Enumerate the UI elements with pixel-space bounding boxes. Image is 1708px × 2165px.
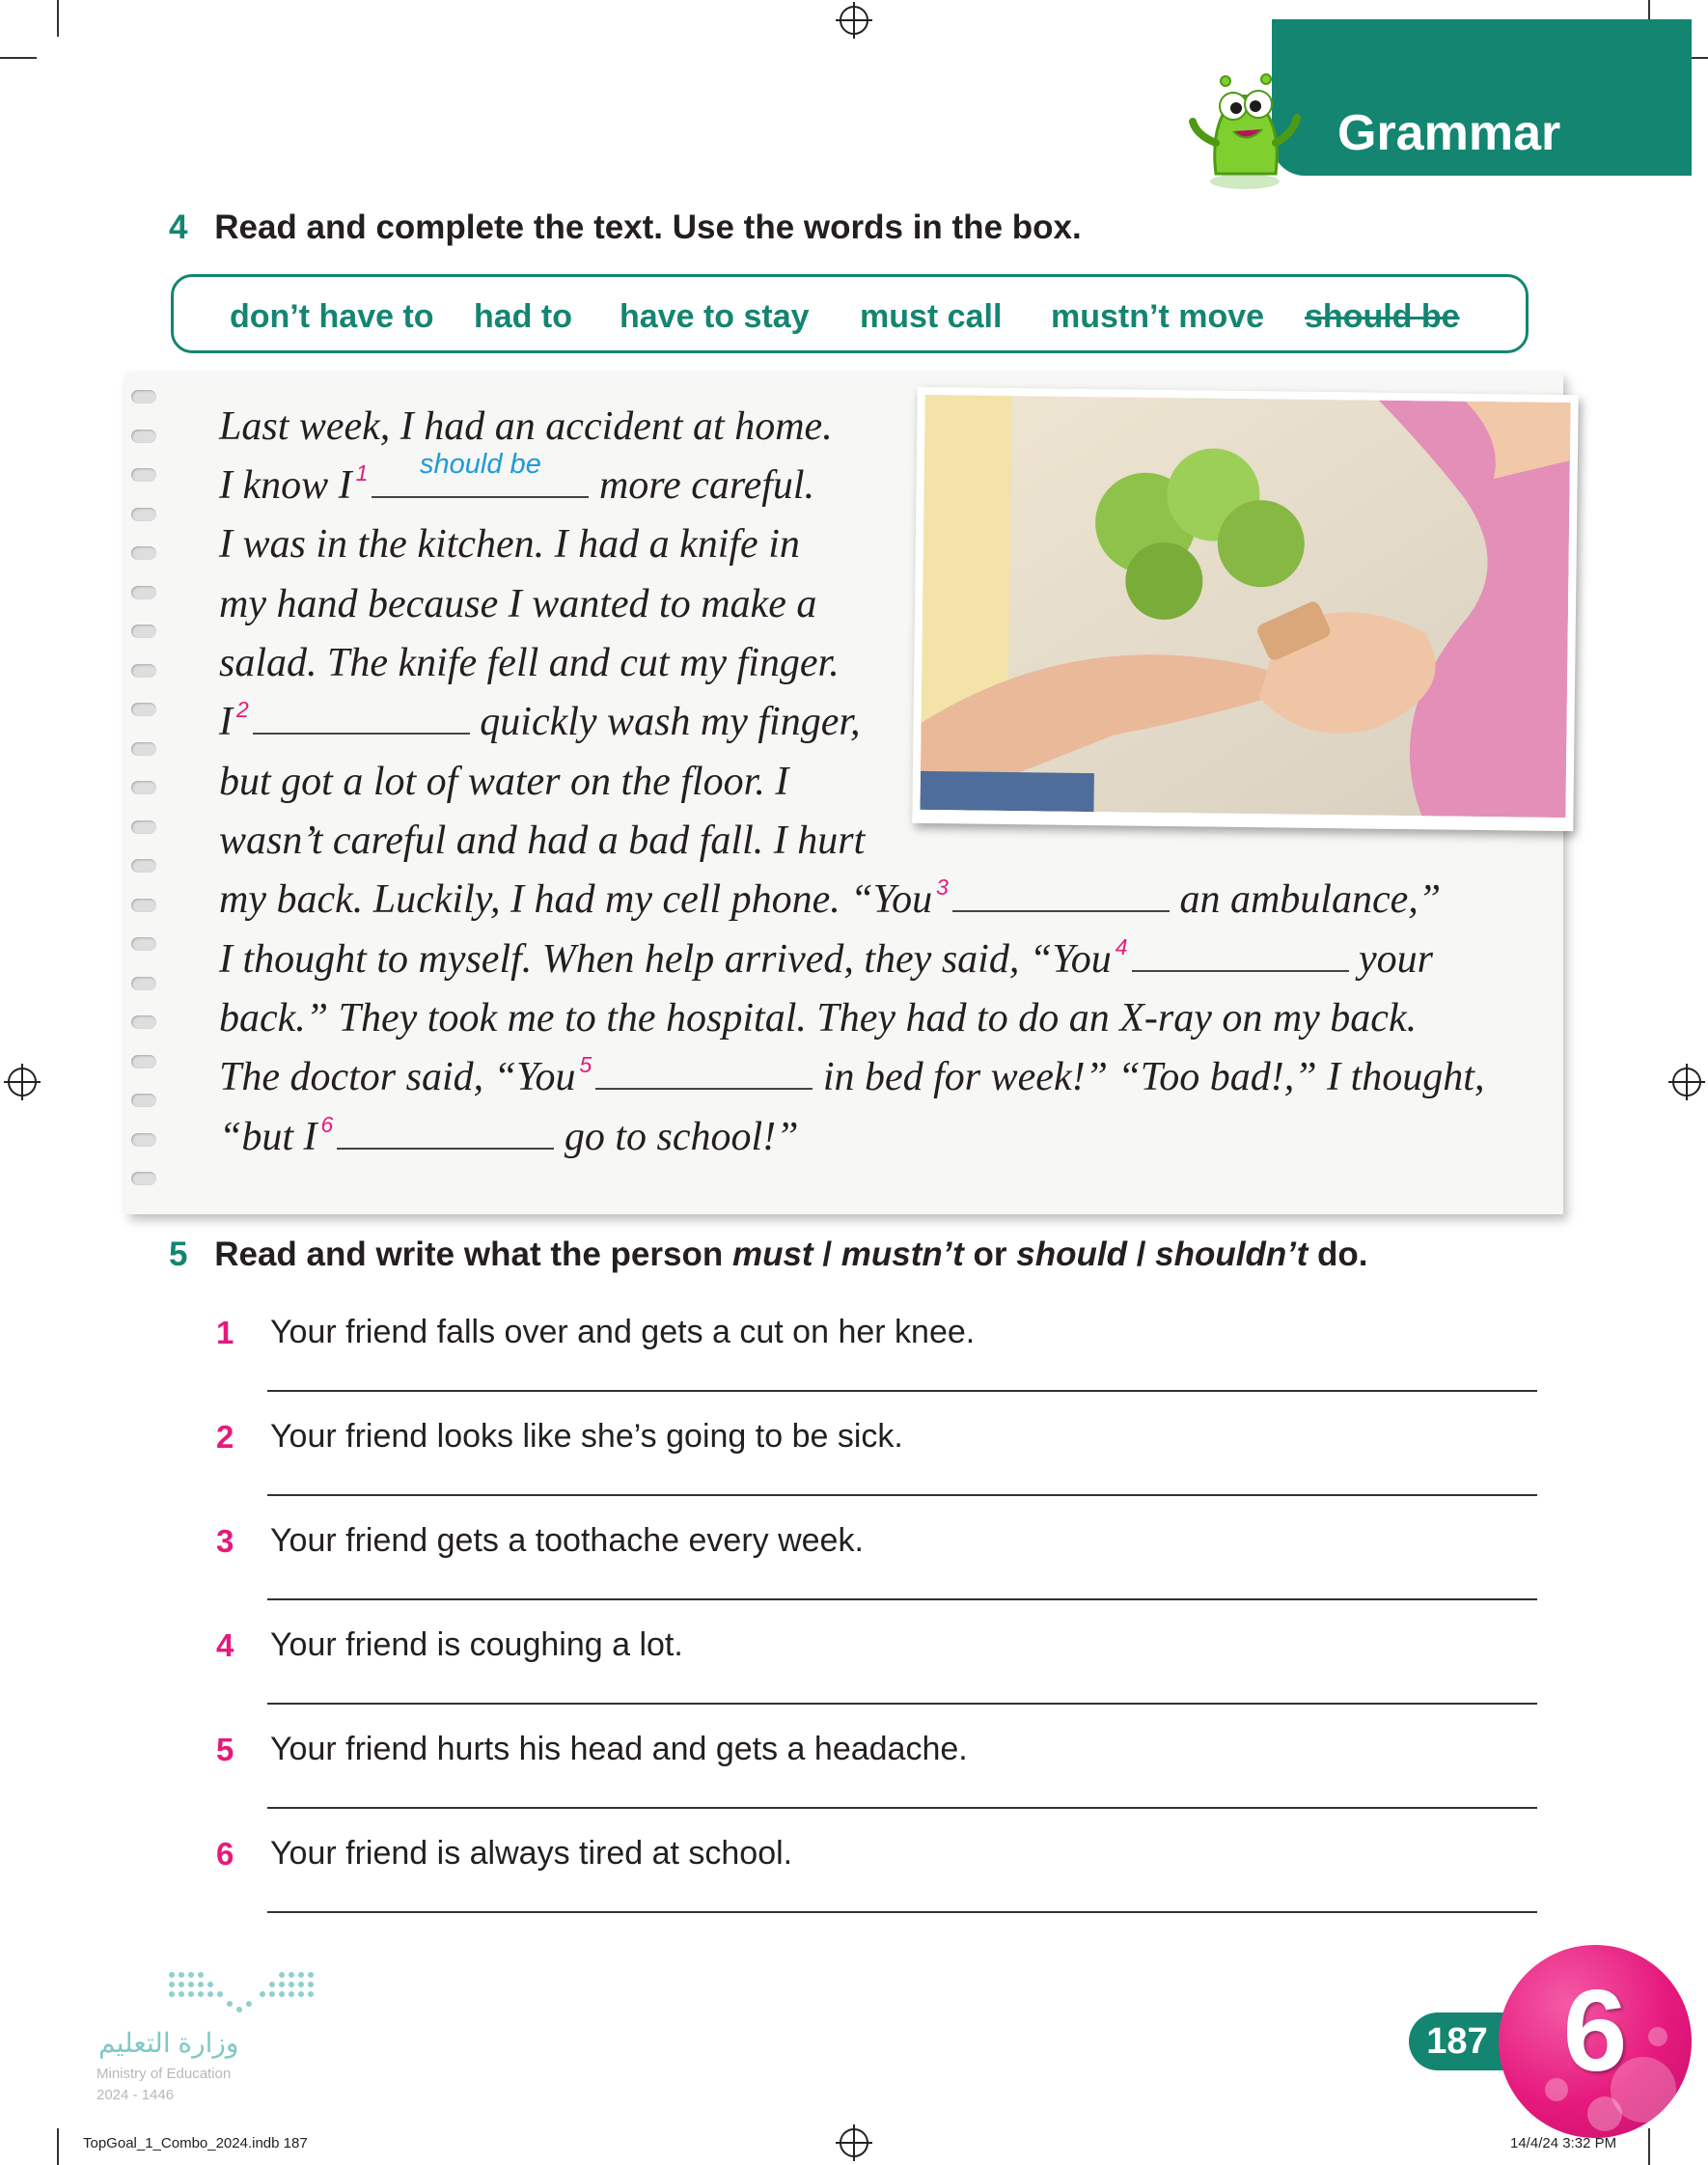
story-line <box>219 515 800 574</box>
bandage-photo-image <box>920 395 1570 818</box>
registration-mark-icon <box>840 2128 868 2157</box>
story-line <box>219 634 840 693</box>
instruction-text: or <box>963 1235 1017 1273</box>
story-line-text: more careful. <box>598 463 815 508</box>
binding-hole <box>131 742 156 756</box>
question-number: 1 <box>216 1315 234 1350</box>
story-line-text: but got a lot of water on the floor. I <box>219 760 789 804</box>
registration-mark-icon <box>1672 1068 1701 1096</box>
story-line-text: quickly wash my finger, <box>480 700 861 744</box>
word-box <box>171 274 1529 353</box>
crop-mark <box>0 57 37 59</box>
word-box-item: must call <box>860 298 1003 335</box>
story-line-text: my hand because I wanted to make a <box>219 582 817 626</box>
question-text: Your friend gets a toothache every week. <box>270 1522 864 1559</box>
crop-mark <box>57 0 59 37</box>
registration-mark-icon <box>840 6 868 35</box>
story-line-text: “but I <box>219 1115 317 1159</box>
binding-hole <box>131 899 156 912</box>
exercise-number: 5 <box>169 1235 188 1273</box>
gap-number: 5 <box>579 1052 592 1077</box>
binding-hole <box>131 508 156 521</box>
question-number: 4 <box>216 1627 234 1663</box>
binding-hole <box>131 586 156 599</box>
story-line-text: salad. The knife fell and cut my finger. <box>219 641 840 685</box>
word-box-item: mustn’t move <box>1051 298 1265 335</box>
story-line <box>219 1048 1484 1112</box>
word-box-item: have to stay <box>620 298 810 335</box>
modal-word: shouldn’t <box>1155 1235 1309 1273</box>
binding-hole <box>131 625 156 638</box>
word-box-item-used: should be <box>1305 298 1460 335</box>
gap-number: 4 <box>1115 934 1128 959</box>
exercise-instruction-text: Read and complete the text. Use the words in the box. <box>214 208 1082 246</box>
binding-hole <box>131 977 156 990</box>
exercise-number: 4 <box>169 208 188 246</box>
section-header <box>1272 19 1692 176</box>
question-text: Your friend hurts his head and gets a headache. <box>270 1731 968 1767</box>
answer-text: should be <box>420 448 541 480</box>
story-line <box>219 1108 798 1172</box>
gap-number: 2 <box>236 697 249 722</box>
gap-number: 3 <box>936 874 949 900</box>
edition-year: 2024 - 1446 <box>96 2087 175 2103</box>
gap-number: 1 <box>355 460 369 486</box>
answer-line[interactable] <box>267 1598 1537 1600</box>
ministry-logo-icon <box>166 1969 316 2019</box>
photo <box>912 387 1578 831</box>
binding-hole <box>131 781 156 794</box>
question-text: Your friend looks like she’s going to be sick. <box>270 1418 903 1455</box>
word-box-item: had to <box>474 298 572 335</box>
story-line <box>219 753 788 812</box>
binding-hole <box>131 1133 156 1147</box>
unit-badge <box>1499 1945 1692 2138</box>
answer-line[interactable] <box>267 1911 1537 1913</box>
binding-hole <box>131 820 156 834</box>
binding-hole <box>131 703 156 716</box>
answer-line[interactable] <box>267 1807 1537 1809</box>
question-number: 3 <box>216 1523 234 1559</box>
story-line <box>219 930 1433 994</box>
answer-blank[interactable] <box>952 875 1170 912</box>
story-line-text: wasn’t careful and had a bad fall. I hurt <box>219 819 866 863</box>
story-line <box>219 693 861 757</box>
ministry-name-english: Ministry of Education <box>96 2066 232 2082</box>
answer-line[interactable] <box>267 1703 1537 1705</box>
crop-mark <box>57 2128 59 2165</box>
binding-hole <box>131 1015 156 1029</box>
question-text: Your friend is always tired at school. <box>270 1835 793 1872</box>
page-number: 187 <box>1409 2012 1505 2070</box>
ministry-name-arabic: وزارة التعليم <box>98 2028 239 2058</box>
story-line-text: Last week, I had an accident at home. <box>219 404 833 449</box>
binding-hole <box>131 546 156 560</box>
binding-hole <box>131 430 156 443</box>
exercise-5-instruction <box>169 1235 1367 1274</box>
story-line <box>219 575 816 634</box>
answer-blank[interactable] <box>1132 935 1349 972</box>
story-line-text: back.” They took me to the hospital. They had to do an X-ray on my back. <box>219 996 1418 1041</box>
binding-hole <box>131 1055 156 1069</box>
story-line <box>219 871 1441 934</box>
binding-hole <box>131 1172 156 1185</box>
story-line-text: your <box>1359 937 1433 982</box>
answer-blank[interactable] <box>372 448 589 498</box>
binding-hole <box>131 859 156 873</box>
binding-hole <box>131 937 156 951</box>
word-box-item: don’t have to <box>230 298 434 335</box>
modal-word: should <box>1016 1235 1127 1273</box>
question-number: 2 <box>216 1419 234 1455</box>
story-line-text: The doctor said, “You <box>219 1055 576 1099</box>
instruction-text: Read and write what the person <box>214 1235 732 1273</box>
instruction-text: / <box>813 1235 841 1273</box>
story-line-text: go to school!” <box>564 1115 799 1159</box>
answer-blank[interactable] <box>253 698 470 735</box>
modal-word: must <box>731 1235 813 1273</box>
question-number: 5 <box>216 1732 234 1767</box>
binding-hole <box>131 468 156 482</box>
question-text: Your friend is coughing a lot. <box>270 1626 683 1663</box>
story-line-text: I was in the kitchen. I had a knife in <box>219 522 800 567</box>
mascot-icon <box>1187 68 1303 193</box>
story-line-text: I <box>219 700 233 744</box>
binding-hole <box>131 664 156 678</box>
instruction-text: / <box>1126 1235 1156 1273</box>
answer-line[interactable] <box>267 1494 1537 1496</box>
instruction-text: do. <box>1308 1235 1368 1273</box>
question-text: Your friend falls over and gets a cut on her knee. <box>270 1314 976 1350</box>
answer-blank[interactable] <box>337 1113 554 1150</box>
story-line-text: in bed for week!” “Too bad!,” I thought, <box>822 1055 1485 1099</box>
registration-mark-icon <box>8 1068 37 1096</box>
story-line <box>219 448 815 520</box>
binding-hole <box>131 390 156 403</box>
binding-hole <box>131 1094 156 1107</box>
story-line-text: I thought to myself. When help arrived, they said, “You <box>219 937 1112 982</box>
exercise-4-instruction <box>169 208 1082 247</box>
answer-line[interactable] <box>267 1390 1537 1392</box>
story-line-text: my back. Luckily, I had my cell phone. “You <box>219 877 933 922</box>
gap-number: 6 <box>320 1112 334 1137</box>
date-slug: 14/4/24 3:32 PM <box>1510 2135 1617 2151</box>
question-number: 6 <box>216 1836 234 1872</box>
modal-word: mustn’t <box>840 1235 964 1273</box>
file-slug: TopGoal_1_Combo_2024.indb 187 <box>83 2135 308 2151</box>
story-line-text: I know I <box>219 463 352 508</box>
story-line <box>219 812 865 871</box>
story-line <box>219 989 1417 1048</box>
unit-number: 6 <box>1562 1966 1628 2096</box>
answer-blank[interactable] <box>595 1053 813 1090</box>
section-title: Grammar <box>1337 105 1561 161</box>
story-line-text: an ambulance,” <box>1179 877 1442 922</box>
